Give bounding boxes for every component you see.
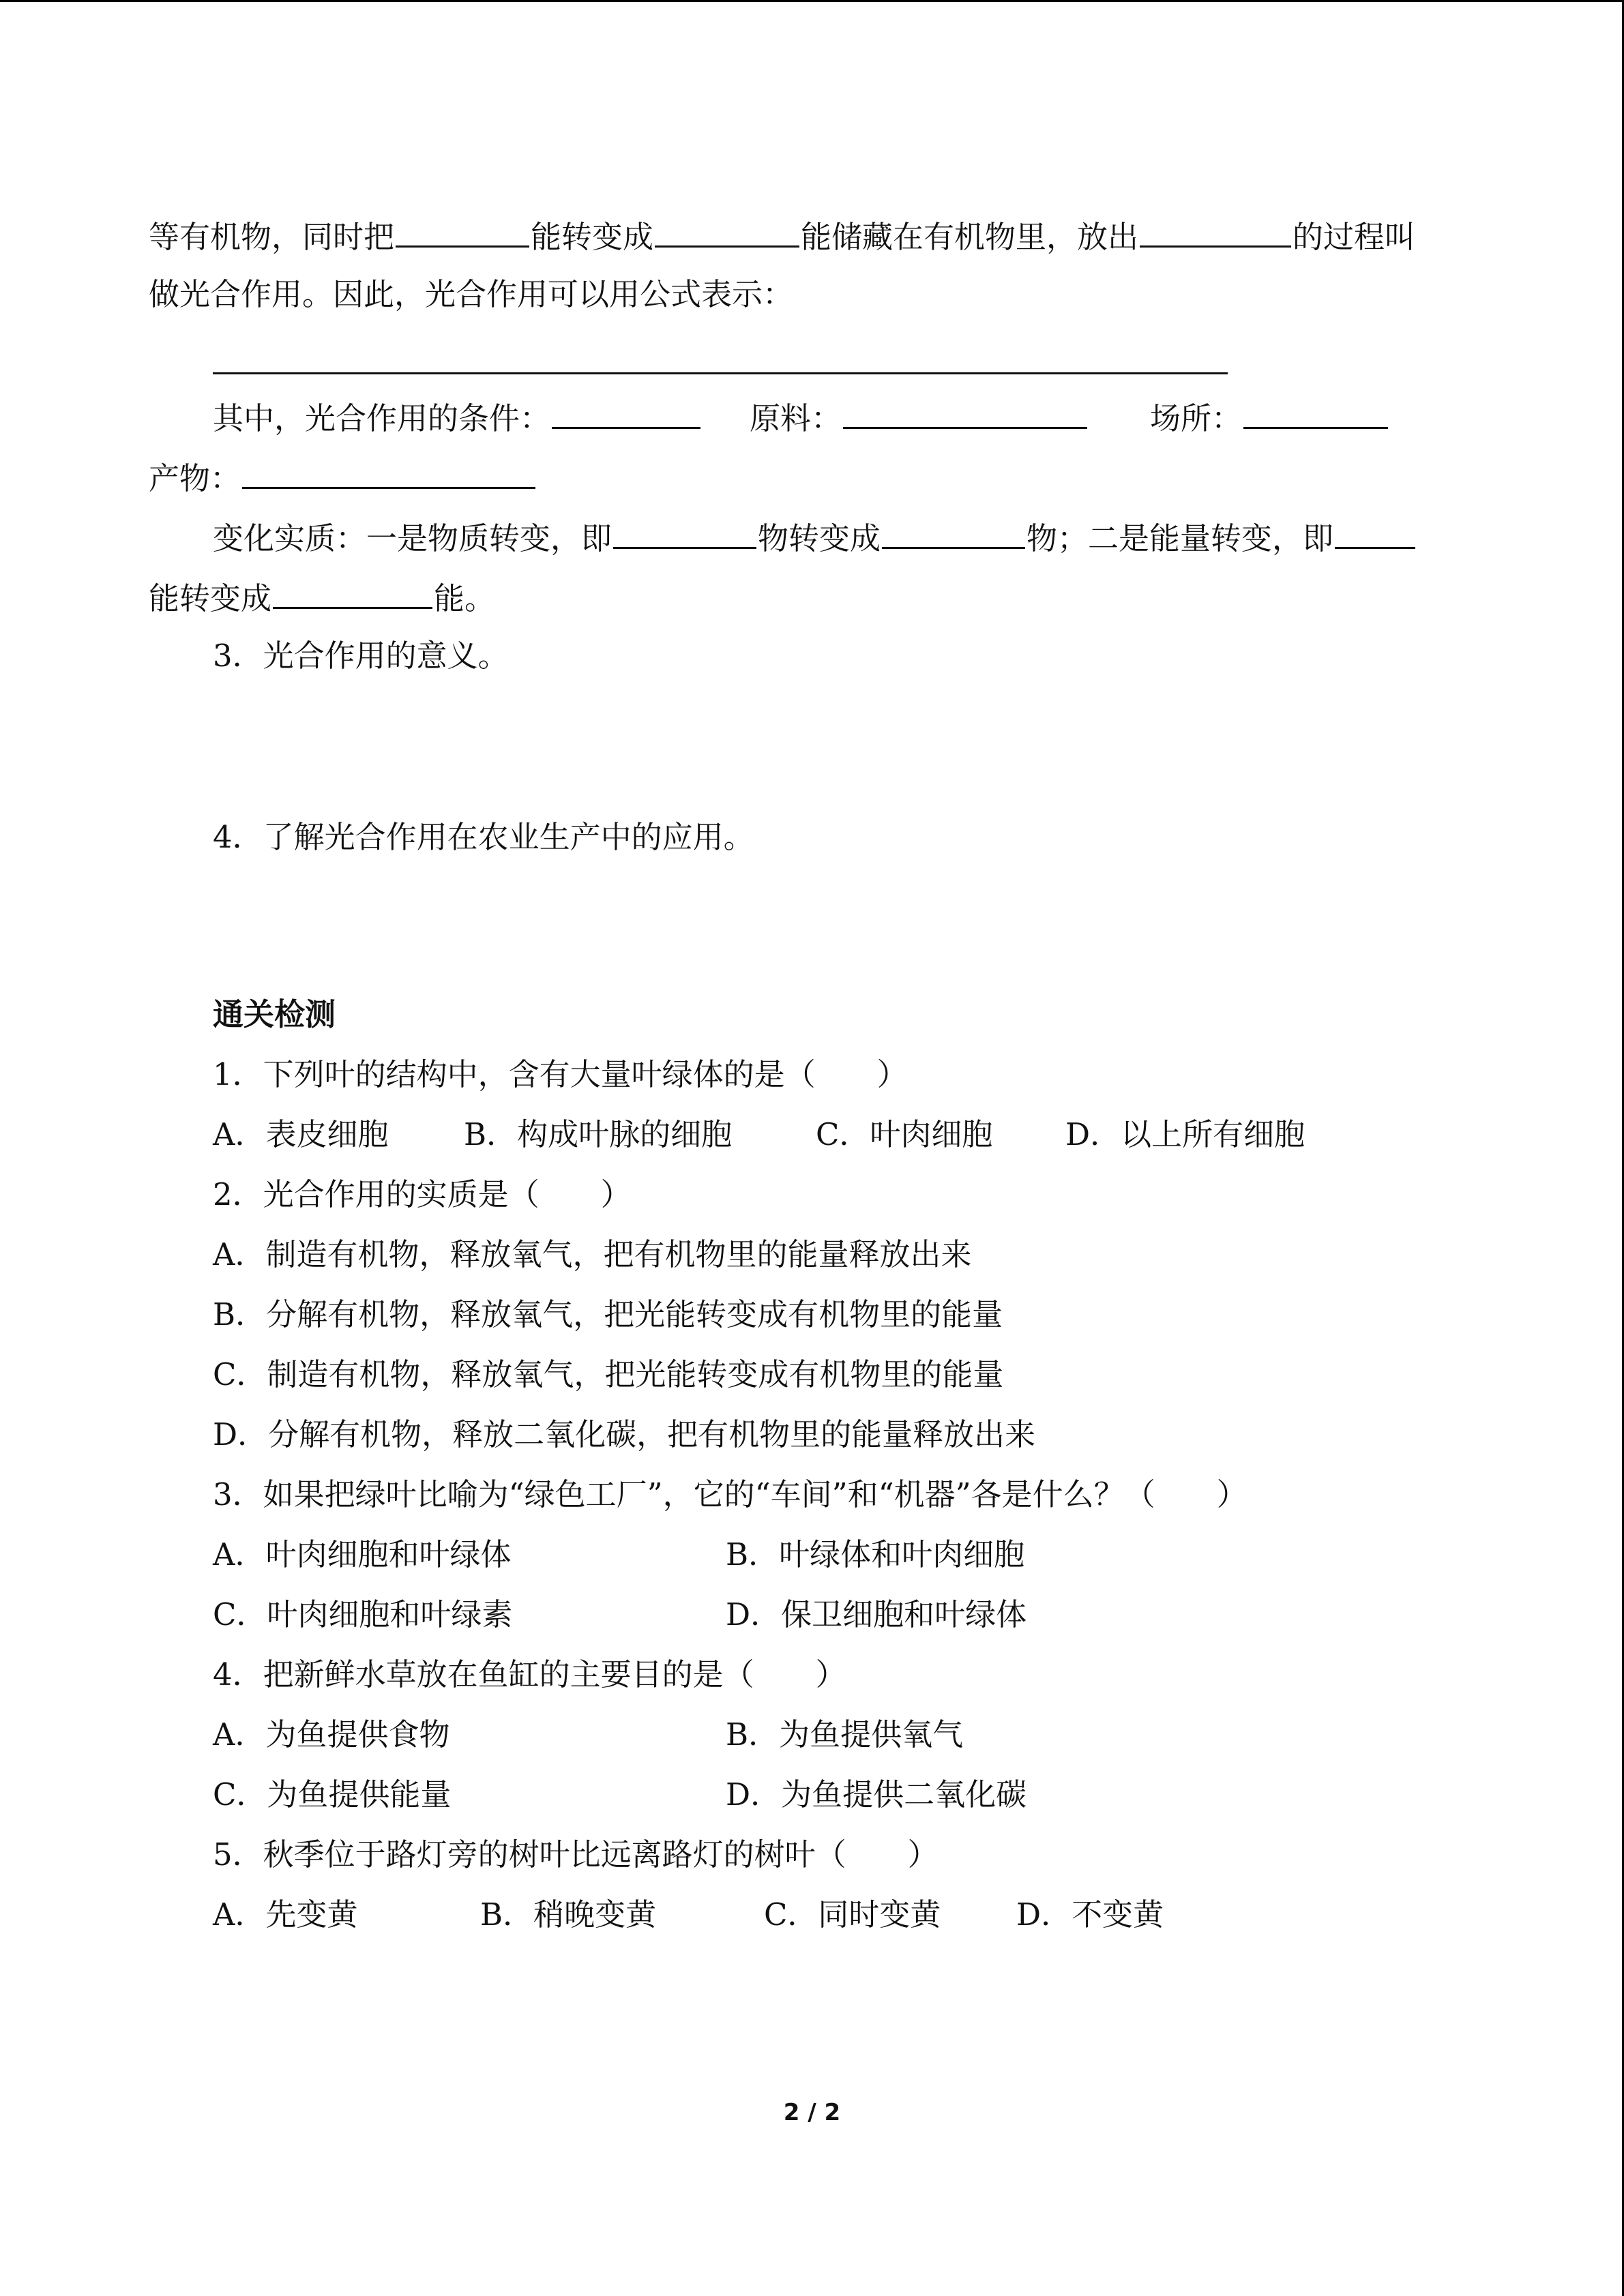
blank-energy-source[interactable] <box>396 214 529 248</box>
blank-raw-material[interactable] <box>843 396 1087 429</box>
blank-matter-source[interactable] <box>613 516 756 549</box>
q5-option-a[interactable]: A．先变黄 <box>213 1896 358 1933</box>
definition-line-1: 等有机物，同时把 能转变成 能储藏在有机物里，放出 的过程叫 <box>149 214 1415 255</box>
q1-option-a[interactable]: A．表皮细胞 <box>213 1116 389 1152</box>
q3-option-d[interactable]: D．保卫细胞和叶绿体 <box>726 1596 1027 1632</box>
page-border-top <box>0 0 1624 2</box>
blank-energy-from[interactable] <box>1335 516 1415 549</box>
question-3-stem: 3．如果把绿叶比喻为“绿色工厂”，它的“车间”和“机器”各是什么？（ ） <box>213 1476 1247 1512</box>
q4-option-c[interactable]: C．为鱼提供能量 <box>213 1776 452 1813</box>
page-number: 2 / 2 <box>783 2099 841 2126</box>
blank-released[interactable] <box>1140 214 1291 248</box>
q2-option-d[interactable]: D．分解有机物，释放二氧化碳，把有机物里的能量释放出来 <box>213 1416 1036 1452</box>
q2-option-a[interactable]: A．制造有机物，释放氧气，把有机物里的能量释放出来 <box>213 1236 972 1272</box>
q2-option-c[interactable]: C．制造有机物，释放氧气，把光能转变成有机物里的能量 <box>213 1356 1004 1392</box>
question-2-stem: 2．光合作用的实质是（ ） <box>213 1176 632 1212</box>
quiz-heading: 通关检测 <box>213 996 336 1032</box>
q2-option-b[interactable]: B．分解有机物，释放氧气，把光能转变成有机物里的能量 <box>213 1296 1003 1332</box>
blank-matter-target[interactable] <box>882 516 1025 549</box>
q3-option-b[interactable]: B．叶绿体和叶肉细胞 <box>726 1536 1025 1572</box>
q1-option-b[interactable]: B．构成叶脉的细胞 <box>464 1116 733 1152</box>
item-4: 4．了解光合作用在农业生产中的应用。 <box>213 819 754 855</box>
q1-option-c[interactable]: C．叶肉细胞 <box>816 1116 993 1152</box>
question-4-stem: 4．把新鲜水草放在鱼缸的主要目的是（ ） <box>213 1656 846 1693</box>
q3-option-c[interactable]: C．叶肉细胞和叶绿素 <box>213 1596 513 1632</box>
blank-energy-to[interactable] <box>273 576 432 609</box>
essence-line-1: 变化实质：一是物质转变，即 物转变成 物；二是能量转变，即 <box>213 516 1417 556</box>
essence-line-2: 能转变成 能。 <box>149 576 495 616</box>
formula-blank[interactable] <box>213 372 1228 374</box>
q4-option-a[interactable]: A．为鱼提供食物 <box>213 1716 450 1753</box>
q3-option-a[interactable]: A．叶肉细胞和叶绿体 <box>213 1536 512 1572</box>
question-1-stem: 1．下列叶的结构中，含有大量叶绿体的是（ ） <box>213 1056 908 1092</box>
blank-condition[interactable] <box>552 396 700 429</box>
conditions-line: 其中，光合作用的条件： 原料： 场所： <box>213 396 1389 436</box>
blank-energy-target[interactable] <box>655 214 799 248</box>
q5-option-b[interactable]: B．稍晚变黄 <box>480 1896 657 1933</box>
q1-option-d[interactable]: D．以上所有细胞 <box>1065 1116 1305 1152</box>
question-5-stem: 5．秋季位于路灯旁的树叶比远离路灯的树叶（ ） <box>213 1836 939 1873</box>
item-3: 3．光合作用的意义。 <box>213 638 509 674</box>
blank-place[interactable] <box>1243 396 1388 429</box>
blank-product[interactable] <box>242 456 535 489</box>
q4-option-d[interactable]: D．为鱼提供二氧化碳 <box>726 1776 1027 1813</box>
q4-option-b[interactable]: B．为鱼提供氧气 <box>726 1716 964 1753</box>
q5-option-d[interactable]: D．不变黄 <box>1016 1896 1164 1933</box>
product-line: 产物： <box>149 456 537 496</box>
q5-option-c[interactable]: C．同时变黄 <box>764 1896 941 1933</box>
definition-line-2: 做光合作用。因此，光合作用可以用公式表示： <box>149 276 794 312</box>
